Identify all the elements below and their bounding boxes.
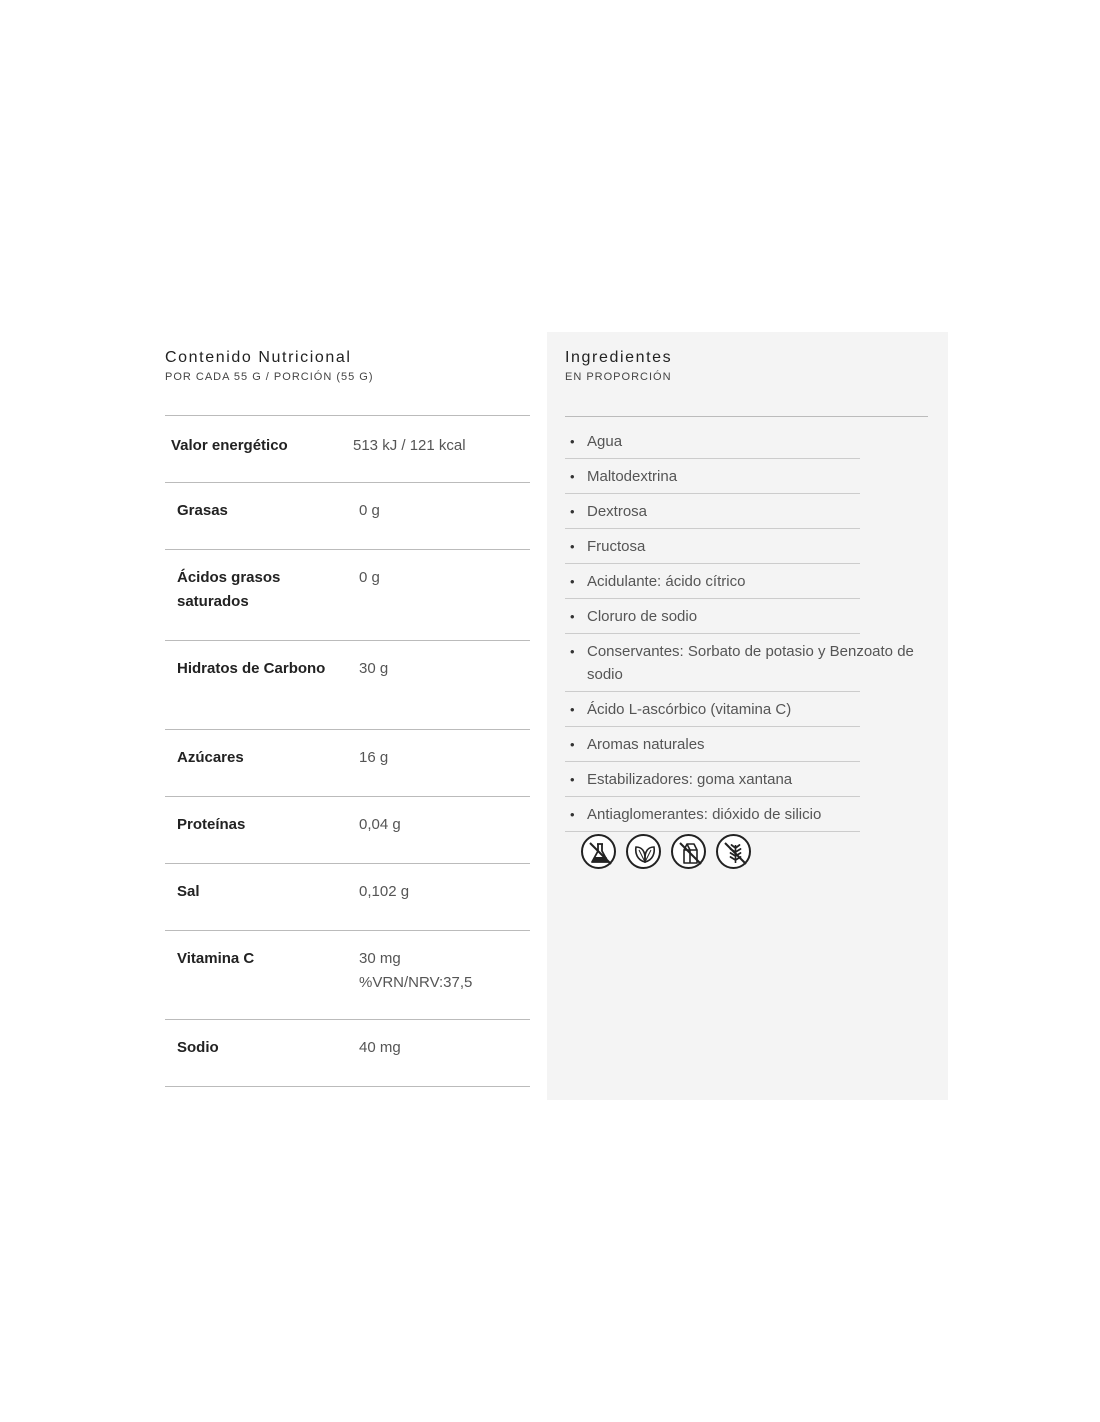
list-item-text: Estabilizadores: goma xantana bbox=[587, 771, 793, 788]
row-label: Proteínas bbox=[177, 816, 246, 833]
list-item-text: Conservantes: Sorbato de potasio y Benzoato de sodio bbox=[587, 643, 914, 683]
diet-badges bbox=[581, 834, 751, 869]
row-label: Hidratos de Carbono bbox=[177, 660, 326, 677]
row-value: 0 g bbox=[359, 502, 380, 519]
list-item bbox=[565, 424, 860, 459]
row-value: 513 kJ / 121 kcal bbox=[353, 437, 466, 454]
table-row bbox=[165, 730, 530, 797]
list-item bbox=[565, 797, 860, 832]
list-item bbox=[565, 762, 860, 797]
bullet: • bbox=[570, 807, 575, 822]
table-row bbox=[165, 641, 530, 730]
row-label: Valor energético bbox=[171, 437, 288, 454]
row-value: 30 g bbox=[359, 660, 389, 677]
bullet: • bbox=[570, 504, 575, 519]
row-label: Vitamina C bbox=[177, 950, 255, 967]
row-label: Sodio bbox=[177, 1039, 219, 1056]
bullet: • bbox=[570, 737, 575, 752]
ingredients-list bbox=[565, 424, 925, 832]
list-item-text: Fructosa bbox=[587, 538, 646, 555]
table-row bbox=[165, 864, 530, 931]
table-row bbox=[165, 550, 530, 641]
bullet: • bbox=[570, 469, 575, 484]
list-item bbox=[565, 727, 860, 762]
bullet: • bbox=[570, 609, 575, 624]
row-label: Ácidos grasos saturados bbox=[177, 569, 281, 610]
table-row bbox=[165, 797, 530, 864]
row-label: Azúcares bbox=[177, 749, 244, 766]
table-row bbox=[165, 416, 530, 483]
table-row bbox=[165, 931, 530, 1020]
ingredients-header bbox=[565, 348, 672, 384]
list-item-text: Dextrosa bbox=[587, 503, 648, 520]
ingredients-title: Ingredientes bbox=[565, 349, 673, 366]
lactose-free-icon bbox=[671, 834, 706, 869]
nutrition-panel bbox=[165, 348, 530, 1087]
list-item-text: Acidulante: ácido cítrico bbox=[587, 573, 746, 590]
list-item-text: Agua bbox=[587, 433, 623, 450]
list-item bbox=[565, 599, 860, 634]
list-item-text: Maltodextrina bbox=[587, 468, 678, 485]
ingredients-subtitle: EN PROPORCIÓN bbox=[565, 371, 672, 383]
list-item bbox=[565, 459, 860, 494]
vegan-leaf-icon bbox=[626, 834, 661, 869]
list-item bbox=[565, 529, 860, 564]
row-value-line: %VRN/NRV:37,5 bbox=[359, 974, 473, 991]
nutrition-table bbox=[165, 415, 530, 1087]
ingredients-panel bbox=[547, 332, 948, 1100]
list-item bbox=[565, 692, 860, 727]
table-row bbox=[165, 1020, 530, 1087]
bullet: • bbox=[570, 434, 575, 449]
list-item bbox=[565, 494, 860, 529]
nutrition-title: Contenido Nutricional bbox=[165, 349, 352, 366]
table-row bbox=[165, 483, 530, 550]
list-item bbox=[565, 564, 860, 599]
list-item-text: Aromas naturales bbox=[587, 736, 705, 753]
gluten-free-icon bbox=[716, 834, 751, 869]
row-value-line: 30 mg bbox=[359, 950, 401, 967]
row-value bbox=[359, 947, 472, 995]
list-item-text: Cloruro de sodio bbox=[587, 608, 698, 625]
row-value: 0 g bbox=[359, 569, 380, 586]
row-value: 0,04 g bbox=[359, 816, 401, 833]
row-value: 40 mg bbox=[359, 1039, 401, 1056]
list-item bbox=[565, 634, 914, 692]
row-label: Sal bbox=[177, 883, 200, 900]
list-item-text: Antiaglomerantes: dióxido de silicio bbox=[587, 806, 822, 823]
nutrition-subtitle: POR CADA 55 G / PORCIÓN (55 G) bbox=[165, 371, 374, 383]
bullet: • bbox=[570, 772, 575, 787]
bullet: • bbox=[570, 702, 575, 717]
bullet: • bbox=[570, 574, 575, 589]
row-value: 16 g bbox=[359, 749, 389, 766]
bullet: • bbox=[570, 644, 575, 659]
no-chemicals-icon bbox=[581, 834, 616, 869]
row-value: 0,102 g bbox=[359, 883, 410, 900]
bullet: • bbox=[570, 539, 575, 554]
row-label: Grasas bbox=[177, 502, 228, 519]
list-item-text: Ácido L-ascórbico (vitamina C) bbox=[587, 701, 792, 718]
divider bbox=[565, 416, 928, 417]
